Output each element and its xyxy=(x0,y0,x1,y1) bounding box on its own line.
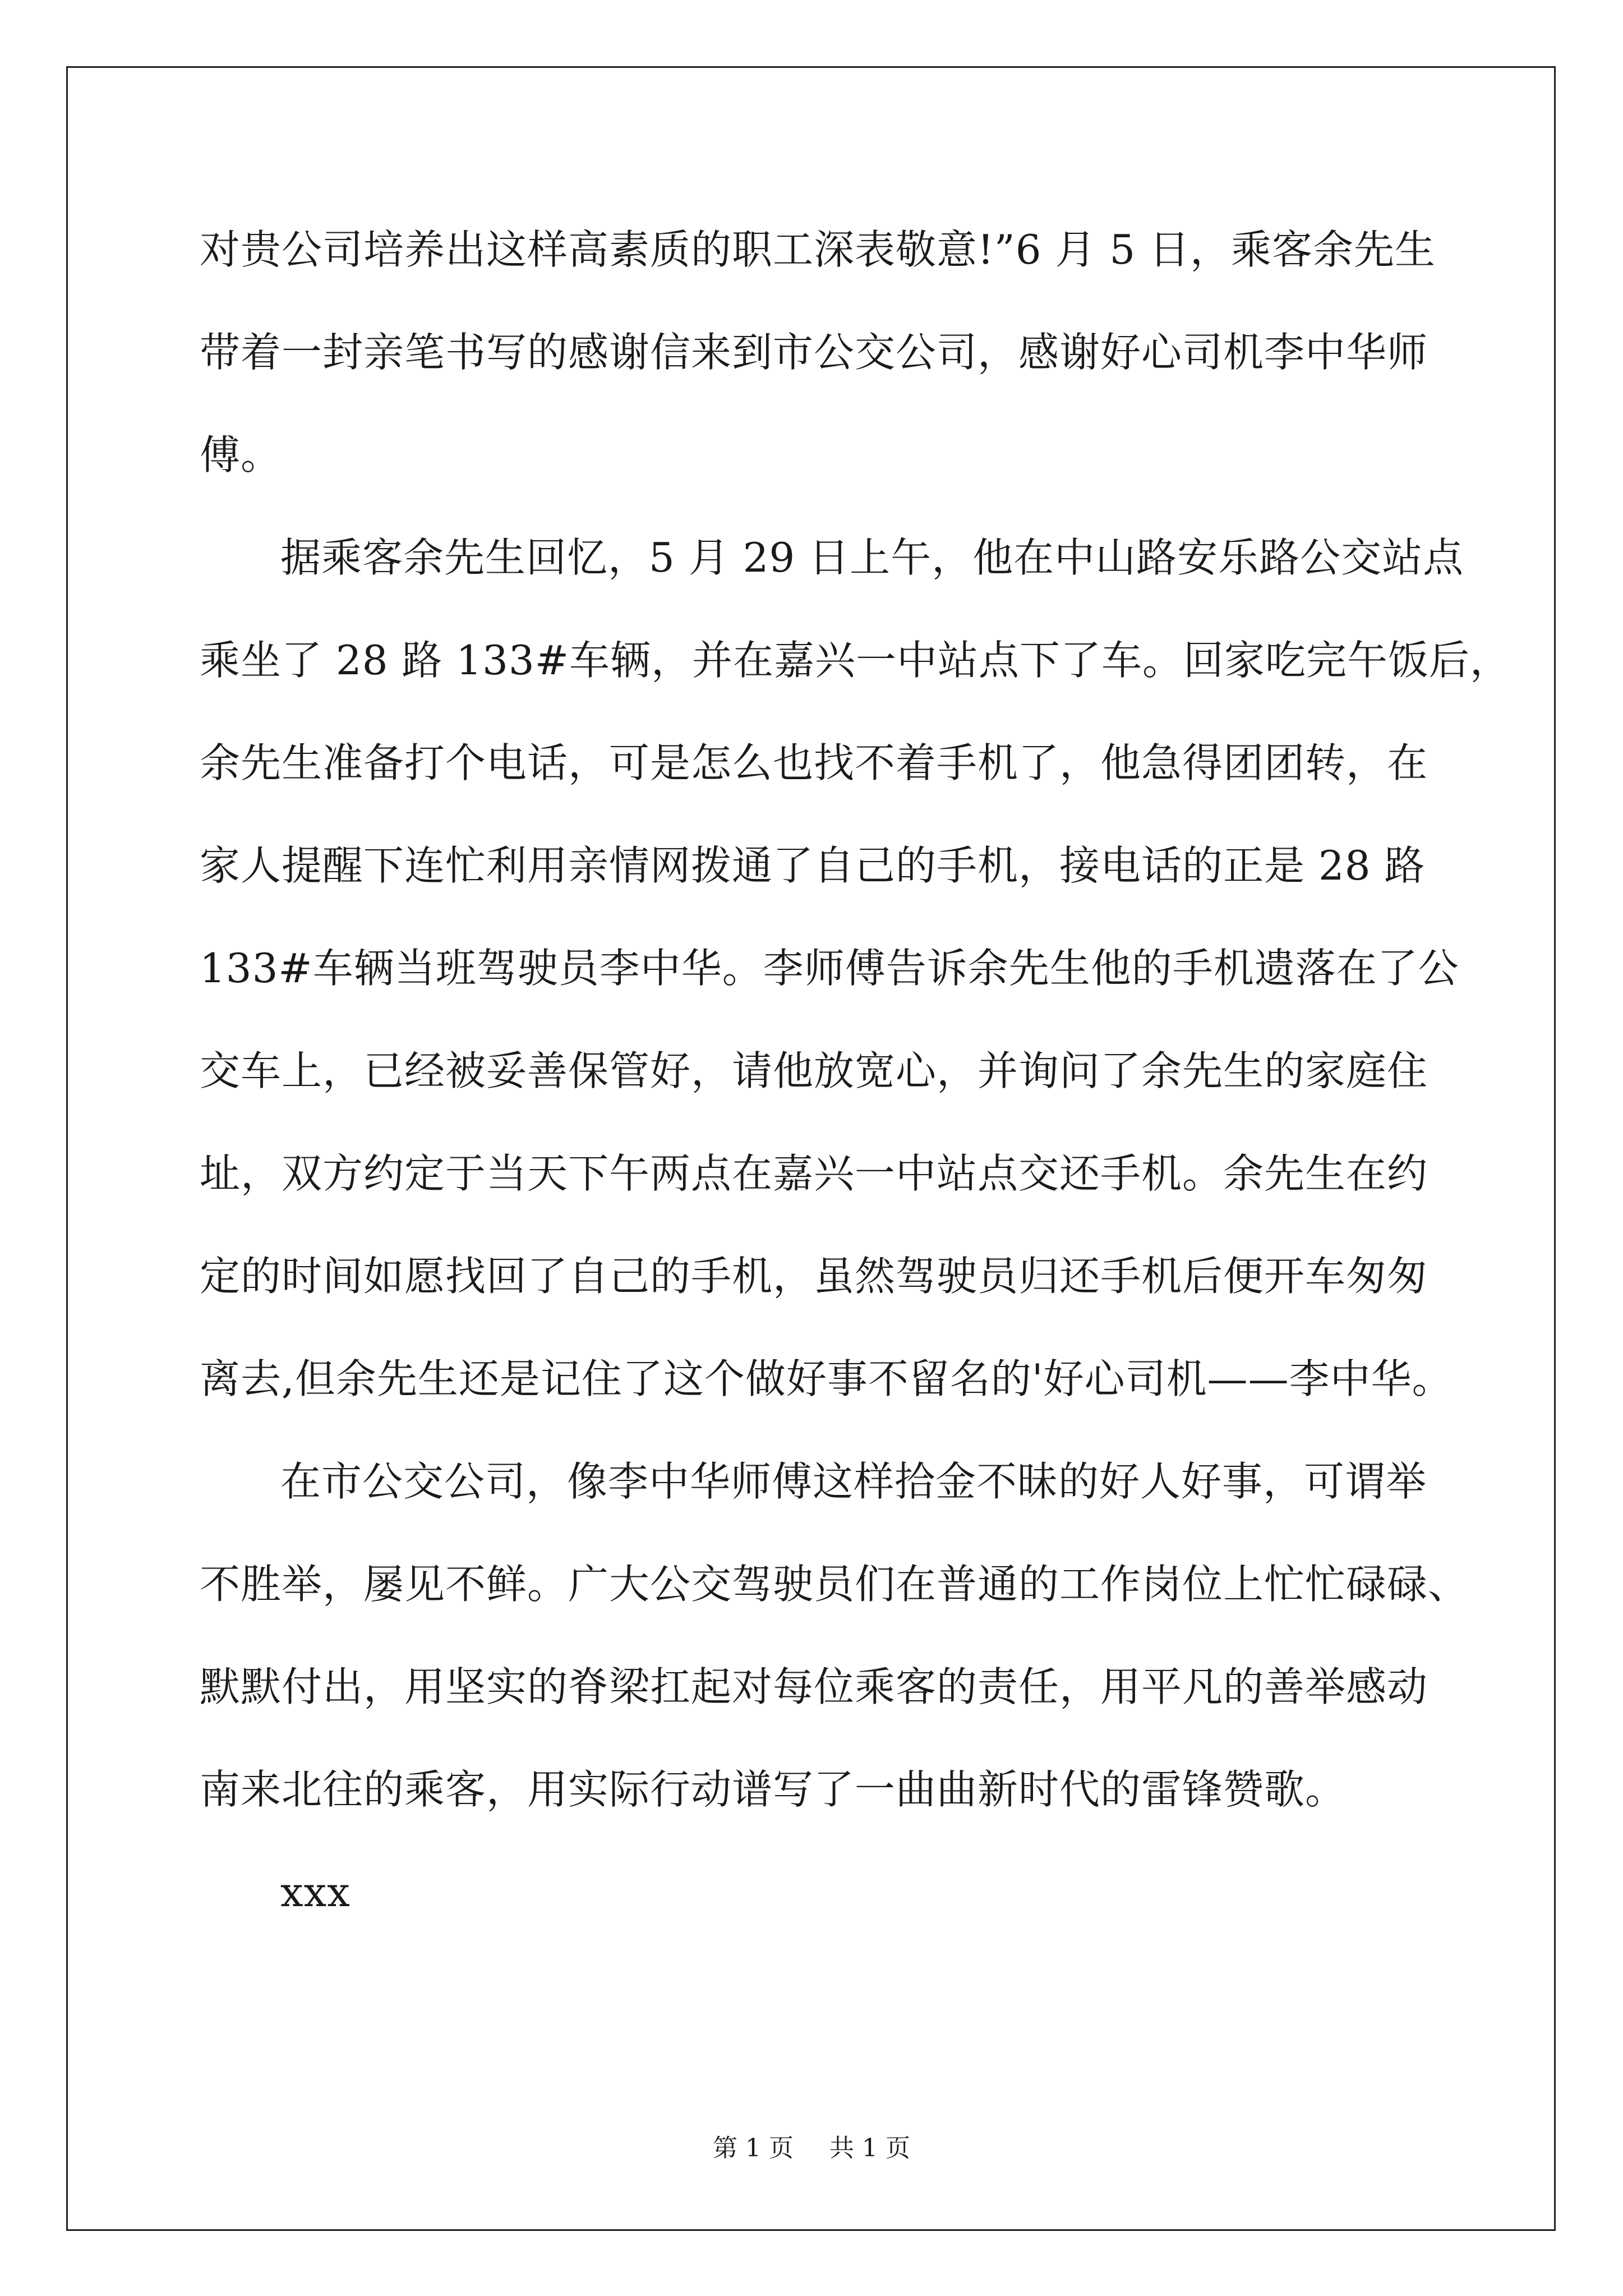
text-line: 离去,但余先生还是记住了这个做好事不留名的'好心司机——李中华。 xyxy=(200,1355,1453,1402)
text-line: 南来北往的乘客，用实际行动谱写了一曲曲新时代的雷锋赞歌。 xyxy=(200,1766,1347,1813)
text-line: 乘坐了 28 路 133#车辆，并在嘉兴一中站点下了车。回家吃完午饭后， xyxy=(200,637,1511,684)
text-line: 在市公交公司，像李中华师傅这样拾金不昧的好人好事，可谓举 xyxy=(280,1458,1427,1505)
text-line: 傅。 xyxy=(200,431,282,478)
text-line: 133#车辆当班驾驶员李中华。李师傅告诉余先生他的手机遗落在了公 xyxy=(200,945,1459,992)
text-line: 对贵公司培养出这样高素质的职工深表敬意!”6 月 5 日，乘客余先生 xyxy=(200,226,1436,273)
text-line: 家人提醒下连忙利用亲情网拨通了自己的手机，接电话的正是 28 路 xyxy=(200,842,1426,889)
text-line: 带着一封亲笔书写的感谢信来到市公交公司，感谢好心司机李中华师 xyxy=(200,329,1428,376)
text-line: 定的时间如愿找回了自己的手机，虽然驾驶员归还手机后便开车匆匆 xyxy=(200,1253,1428,1300)
text-line: 交车上，已经被妥善保管好，请他放宽心，并询问了余先生的家庭住 xyxy=(200,1047,1428,1094)
text-line: 默默付出，用坚实的脊梁扛起对每位乘客的责任，用平凡的善举感动 xyxy=(200,1663,1428,1710)
signature: xxx xyxy=(280,1869,351,1916)
text-line: 址，双方约定于当天下午两点在嘉兴一中站点交还手机。余先生在约 xyxy=(200,1150,1428,1197)
page-footer xyxy=(0,2132,1623,2165)
page-total: 共 1 页 xyxy=(829,2134,910,2162)
page-number: 第 1 页 xyxy=(713,2134,794,2162)
text-line: 据乘客余先生回忆，5 月 29 日上午，他在中山路安乐路公交站点 xyxy=(280,534,1464,581)
text-line: 不胜举，屡见不鲜。广大公交驾驶员们在普通的工作岗位上忙忙碌碌、 xyxy=(200,1561,1469,1608)
text-line: 余先生准备打个电话，可是怎么也找不着手机了，他急得团团转，在 xyxy=(200,739,1428,786)
